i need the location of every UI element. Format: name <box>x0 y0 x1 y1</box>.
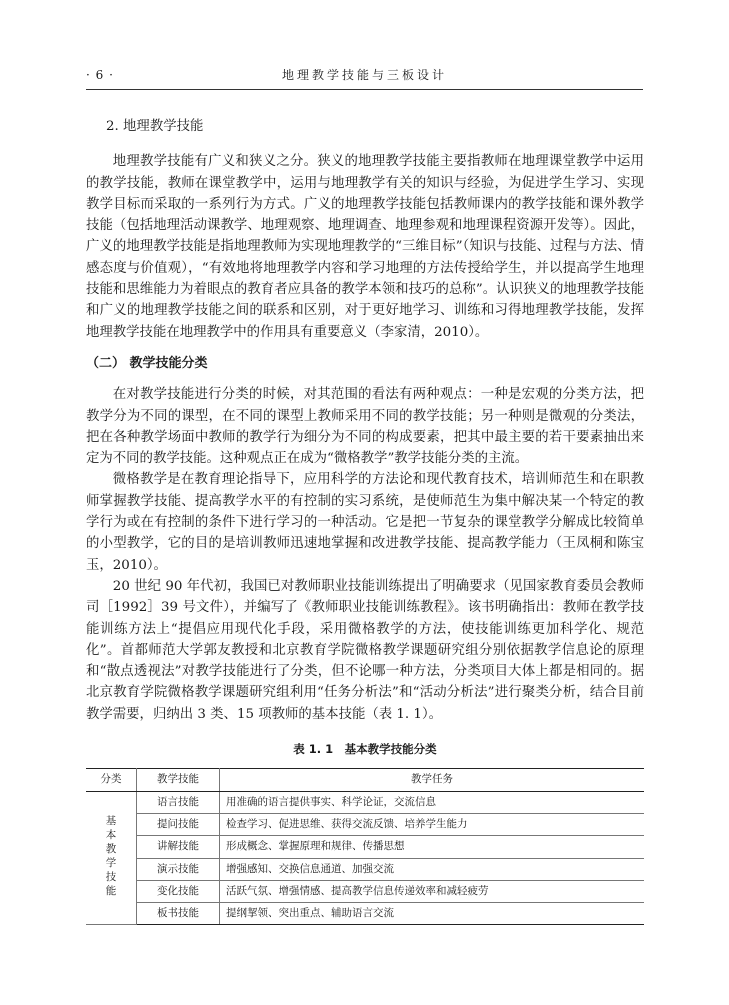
skills-table <box>86 768 644 925</box>
body-paragraph: 微格教学是在教育理论指导下，应用科学的方法论和现代教育技术，培训师范生和在职教师掌握教学技能、提高教学水平的有控制的实习系统，是使师范生为集中解决某一个特定的教学行为或在有控制的条件下进行学习的一种活动。它是把一节复杂的课堂教学分解成比较简单的小型教学，它的目的是培训教师迅速地掌握和改进教学技能、提高教学能力（王凤桐和陈宝玉，2010）。 <box>86 472 644 573</box>
skill-cell: 语言技能 <box>137 791 220 813</box>
body-paragraph: 20 世纪 90 年代初，我国已对教师职业技能训练提出了明确要求（见国家教育委员会教师司［1992］39 号文件），并编写了《教师职业技能训练教程》。该书明确指出：教师在教学技能训练方法上“提倡应用现代化手段，采用微格教学的方法，使技能训练更加科学化、规范化”。首都师范大学郭友教授和北京教育学院微格教学课题研究组分别依据教学信息论的原理和“散点透视法”对教学技能进行了分类，但不论哪一种方法，分类项目大体上都是相同的。据北京教育学院微格教学课题研究组利用“任务分析法”和“活动分析法”进行聚类分析，结合目前教学需要，归纳出 3 类、15 项教师的基本技能（表 1. 1）。 <box>86 578 644 722</box>
skill-cell: 板书技能 <box>137 903 220 925</box>
body-paragraph: 地理教学技能有广义和狭义之分。狭义的地理教学技能主要指教师在地理课堂教学中运用的教学技能，教师在课堂教学中，运用与地理教学有关的知识与经验，为促进学生学习、实现教学目标而采取的一系列行为方式。广义的地理教学技能包括教师课内的教学技能和课外教学技能（包括地理活动课教学、地理观察、地理调查、地理参观和地理课程资源开发等）。因此，广义的地理教学技能是指地理教师为实现地理教学的“三维目标”（知识与技能、过程与方法、情感态度与价值观），“有效地将地理教学内容和学习地理的方法传授给学生，并以提高学生地理技能和思维能力为着眼点的教育者应具备的教学本领和技巧的总称”。认识狭义的地理教学技能和广义的地理教学技能之间的联系和区别，对于更好地学习、训练和习得地理教学技能，发挥地理教学技能在地理教学中的作用具有重要意义（李家清，2010）。 <box>86 154 644 340</box>
skill-cell: 变化技能 <box>137 880 220 902</box>
skill-cell: 提问技能 <box>137 813 220 835</box>
category-label: 基本教学技能 <box>105 814 117 897</box>
table-header-row <box>86 769 644 791</box>
body-paragraph: 在对教学技能进行分类的时候，对其范围的看法有两种观点：一种是宏观的分类方法，把教学分为不同的课型，在不同的课型上教师采用不同的教学技能；另一种则是微观的分类法，把在各种教学场面中教师的教学行为细分为不同的构成要素，把其中最主要的若干要素抽出来定为不同的教学技能。这种观点正在成为“微格教学”教学技能分类的主流。 <box>86 387 644 467</box>
page-body <box>86 116 644 925</box>
task-cell: 形成概念、掌握原理和规律、传播思想 <box>220 836 645 858</box>
header-rule <box>86 89 643 90</box>
task-cell: 增强感知、交换信息通道、加强交流 <box>220 858 645 880</box>
table-row <box>86 791 644 813</box>
running-title: 地理教学技能与三板设计 <box>281 68 447 82</box>
category-cell <box>86 791 137 925</box>
task-cell: 活跃气氛、增强情感、提高教学信息传递效率和减轻疲劳 <box>220 880 645 902</box>
table-header-cell: 教学任务 <box>220 769 645 791</box>
task-cell: 检查学习、促进思维、获得交流反馈、培养学生能力 <box>220 813 645 835</box>
table-row <box>86 880 644 902</box>
table-row <box>86 836 644 858</box>
skill-cell: 演示技能 <box>137 858 220 880</box>
skill-cell: 讲解技能 <box>137 836 220 858</box>
subsection-heading: 2. 地理教学技能 <box>106 119 204 134</box>
section-heading: （二） 教学技能分类 <box>86 355 208 371</box>
task-cell: 提纲挈领、突出重点、辅助语言交流 <box>220 903 645 925</box>
table-row <box>86 813 644 835</box>
task-cell: 用准确的语言提供事实、科学论证，交流信息 <box>220 791 645 813</box>
page-number: · 6 · <box>86 68 114 82</box>
table-row <box>86 858 644 880</box>
table-header-cell: 分类 <box>86 769 137 791</box>
table-row <box>86 903 644 925</box>
running-header <box>86 66 643 84</box>
table-caption: 表 1. 1 基本教学技能分类 <box>293 742 437 757</box>
table-header-cell: 教学技能 <box>137 769 220 791</box>
